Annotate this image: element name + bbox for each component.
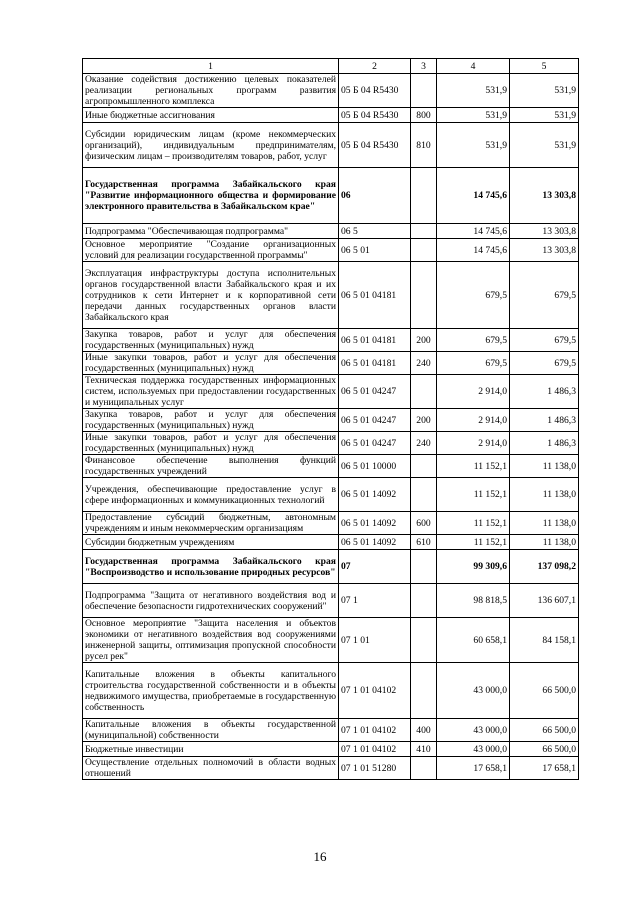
row-value-1-cell: 531,9 bbox=[437, 123, 510, 168]
table-header-row bbox=[83, 59, 579, 74]
row-value-1-cell: 11 152,1 bbox=[437, 455, 510, 478]
table-row bbox=[83, 535, 579, 550]
row-expense-type-cell bbox=[411, 74, 437, 108]
row-expense-type-cell bbox=[411, 478, 437, 512]
row-name-cell: Закупка товаров, работ и услуг для обеспечения государственных (муниципальных) нужд bbox=[83, 329, 339, 352]
row-value-2-cell: 13 303,8 bbox=[510, 224, 579, 239]
row-value-1-cell: 43 000,0 bbox=[437, 742, 510, 757]
table-row bbox=[83, 512, 579, 535]
row-code-cell: 07 1 bbox=[339, 584, 411, 618]
row-value-2-cell: 66 500,0 bbox=[510, 719, 579, 742]
row-code-cell: 06 5 bbox=[339, 224, 411, 239]
row-expense-type-cell bbox=[411, 375, 437, 409]
table-row bbox=[83, 432, 579, 455]
row-code-cell: 05 Б 04 R5430 bbox=[339, 123, 411, 168]
header-cell: 3 bbox=[411, 59, 437, 74]
row-name-cell: Капитальные вложения в объекты государственной (муниципальной) собственности bbox=[83, 719, 339, 742]
row-code-cell: 06 5 01 04247 bbox=[339, 409, 411, 432]
row-value-2-cell: 679,5 bbox=[510, 329, 579, 352]
row-code-cell: 07 1 01 04102 bbox=[339, 663, 411, 719]
row-value-1-cell: 11 152,1 bbox=[437, 512, 510, 535]
row-value-2-cell: 136 607,1 bbox=[510, 584, 579, 618]
row-value-1-cell: 2 914,0 bbox=[437, 432, 510, 455]
row-expense-type-cell: 240 bbox=[411, 432, 437, 455]
row-name-cell: Иные бюджетные ассигнования bbox=[83, 108, 339, 123]
row-expense-type-cell bbox=[411, 550, 437, 584]
row-code-cell: 06 bbox=[339, 168, 411, 224]
row-expense-type-cell: 400 bbox=[411, 719, 437, 742]
row-value-2-cell: 66 500,0 bbox=[510, 742, 579, 757]
row-value-1-cell: 11 152,1 bbox=[437, 535, 510, 550]
row-name-cell: Финансовое обеспечение выполнения функций государственных учреждений bbox=[83, 455, 339, 478]
table-row bbox=[83, 329, 579, 352]
row-value-1-cell: 43 000,0 bbox=[437, 719, 510, 742]
row-code-cell: 06 5 01 14092 bbox=[339, 535, 411, 550]
row-expense-type-cell: 600 bbox=[411, 512, 437, 535]
row-value-1-cell: 11 152,1 bbox=[437, 478, 510, 512]
row-expense-type-cell bbox=[411, 168, 437, 224]
table-row bbox=[83, 618, 579, 663]
row-expense-type-cell bbox=[411, 224, 437, 239]
table-row bbox=[83, 352, 579, 375]
row-value-2-cell: 679,5 bbox=[510, 352, 579, 375]
row-name-cell: Государственная программа Забайкальского края "Воспроизводство и использование природных ресурсов" bbox=[83, 550, 339, 584]
row-expense-type-cell bbox=[411, 455, 437, 478]
row-code-cell: 06 5 01 14092 bbox=[339, 512, 411, 535]
row-code-cell: 06 5 01 04247 bbox=[339, 432, 411, 455]
row-expense-type-cell bbox=[411, 618, 437, 663]
row-value-2-cell: 11 138,0 bbox=[510, 535, 579, 550]
row-code-cell: 07 1 01 bbox=[339, 618, 411, 663]
row-expense-type-cell: 200 bbox=[411, 329, 437, 352]
row-value-2-cell: 531,9 bbox=[510, 123, 579, 168]
row-value-1-cell: 14 745,6 bbox=[437, 239, 510, 262]
row-name-cell: Закупка товаров, работ и услуг для обеспечения государственных (муниципальных) нужд bbox=[83, 409, 339, 432]
row-code-cell: 07 1 01 04102 bbox=[339, 719, 411, 742]
row-expense-type-cell bbox=[411, 757, 437, 780]
row-code-cell: 06 5 01 14092 bbox=[339, 478, 411, 512]
row-code-cell: 07 bbox=[339, 550, 411, 584]
row-value-1-cell: 2 914,0 bbox=[437, 409, 510, 432]
row-value-2-cell: 13 303,8 bbox=[510, 239, 579, 262]
page-number: 16 bbox=[313, 849, 327, 864]
row-value-2-cell: 137 098,2 bbox=[510, 550, 579, 584]
table-row bbox=[83, 224, 579, 239]
row-code-cell: 06 5 01 04181 bbox=[339, 329, 411, 352]
row-value-1-cell: 17 658,1 bbox=[437, 757, 510, 780]
table-row bbox=[83, 375, 579, 409]
row-value-1-cell: 99 309,6 bbox=[437, 550, 510, 584]
row-name-cell: Эксплуатация инфраструктуры доступа исполнительных органов государственной власти Забайкальского края и их сотрудников к сети Интернет и к корпоративной сети передачи данных государственных органов власти Забайкальского края bbox=[83, 262, 339, 329]
row-value-1-cell: 98 818,5 bbox=[437, 584, 510, 618]
row-name-cell: Подпрограмма "Защита от негативного воздействия вод и обеспечение безопасности гидротехнических сооружений" bbox=[83, 584, 339, 618]
row-code-cell: 07 1 01 51280 bbox=[339, 757, 411, 780]
table-row bbox=[83, 757, 579, 780]
row-value-1-cell: 679,5 bbox=[437, 329, 510, 352]
row-name-cell: Техническая поддержка государственных информационных систем, используемых при предоставлении государственных и муниципальных услуг bbox=[83, 375, 339, 409]
table-row bbox=[83, 584, 579, 618]
header-cell: 1 bbox=[83, 59, 339, 74]
row-code-cell: 05 Б 04 R5430 bbox=[339, 108, 411, 123]
row-value-1-cell: 43 000,0 bbox=[437, 663, 510, 719]
row-value-2-cell: 11 138,0 bbox=[510, 478, 579, 512]
row-value-2-cell: 1 486,3 bbox=[510, 375, 579, 409]
row-value-1-cell: 531,9 bbox=[437, 74, 510, 108]
table-row bbox=[83, 168, 579, 224]
row-value-2-cell: 84 158,1 bbox=[510, 618, 579, 663]
row-expense-type-cell bbox=[411, 262, 437, 329]
row-expense-type-cell: 200 bbox=[411, 409, 437, 432]
row-value-1-cell: 14 745,6 bbox=[437, 224, 510, 239]
row-name-cell: Иные закупки товаров, работ и услуг для обеспечения государственных (муниципальных) нужд bbox=[83, 352, 339, 375]
row-name-cell: Учреждения, обеспечивающие предоставление услуг в сфере информационных и коммуникационных технологий bbox=[83, 478, 339, 512]
table-row bbox=[83, 239, 579, 262]
row-value-2-cell: 17 658,1 bbox=[510, 757, 579, 780]
row-name-cell: Бюджетные инвестиции bbox=[83, 742, 339, 757]
row-code-cell: 06 5 01 10000 bbox=[339, 455, 411, 478]
row-name-cell: Государственная программа Забайкальского края "Развитие информационного общества и формирование электронного правительства в Забайкальском крае" bbox=[83, 168, 339, 224]
row-code-cell: 06 5 01 04247 bbox=[339, 375, 411, 409]
row-code-cell: 06 5 01 bbox=[339, 239, 411, 262]
row-value-2-cell: 11 138,0 bbox=[510, 455, 579, 478]
table-row bbox=[83, 409, 579, 432]
row-value-2-cell: 531,9 bbox=[510, 74, 579, 108]
row-expense-type-cell: 240 bbox=[411, 352, 437, 375]
header-cell: 2 bbox=[339, 59, 411, 74]
row-code-cell: 06 5 01 04181 bbox=[339, 352, 411, 375]
row-value-1-cell: 2 914,0 bbox=[437, 375, 510, 409]
header-cell: 4 bbox=[437, 59, 510, 74]
header-cell: 5 bbox=[510, 59, 579, 74]
row-code-cell: 07 1 01 04102 bbox=[339, 742, 411, 757]
row-name-cell: Предоставление субсидий бюджетным, автономным учреждениям и иным некоммерческим организациям bbox=[83, 512, 339, 535]
row-value-2-cell: 679,5 bbox=[510, 262, 579, 329]
table-row bbox=[83, 478, 579, 512]
row-value-1-cell: 14 745,6 bbox=[437, 168, 510, 224]
row-expense-type-cell: 800 bbox=[411, 108, 437, 123]
row-expense-type-cell: 610 bbox=[411, 535, 437, 550]
row-expense-type-cell: 810 bbox=[411, 123, 437, 168]
row-name-cell: Оказание содействия достижению целевых показателей реализации региональных программ развития агропромышленного комплекса bbox=[83, 74, 339, 108]
row-name-cell: Капитальные вложения в объекты капитального строительства государственной собственности и в объекты недвижимого имущества, приобретаемые в государственную собственность bbox=[83, 663, 339, 719]
row-value-2-cell: 66 500,0 bbox=[510, 663, 579, 719]
row-value-2-cell: 13 303,8 bbox=[510, 168, 579, 224]
row-expense-type-cell bbox=[411, 663, 437, 719]
row-name-cell: Подпрограмма "Обеспечивающая подпрограмма" bbox=[83, 224, 339, 239]
table-row bbox=[83, 74, 579, 108]
row-value-1-cell: 60 658,1 bbox=[437, 618, 510, 663]
table-row bbox=[83, 108, 579, 123]
row-value-2-cell: 1 486,3 bbox=[510, 432, 579, 455]
row-name-cell: Субсидии юридическим лицам (кроме некоммерческих организаций), индивидуальным предпринимателям, физическим лицам – производителям товаров, работ, услуг bbox=[83, 123, 339, 168]
table-row bbox=[83, 719, 579, 742]
table-row bbox=[83, 663, 579, 719]
row-name-cell: Осуществление отдельных полномочий в области водных отношений bbox=[83, 757, 339, 780]
budget-table bbox=[82, 58, 579, 780]
row-value-1-cell: 679,5 bbox=[437, 352, 510, 375]
row-value-2-cell: 1 486,3 bbox=[510, 409, 579, 432]
row-name-cell: Основное мероприятие "Защита населения и объектов экономики от негативного воздействия вод сооружениями инженерной защиты, оптимизация пропускной способности русел рек" bbox=[83, 618, 339, 663]
row-code-cell: 05 Б 04 R5430 bbox=[339, 74, 411, 108]
table-row bbox=[83, 742, 579, 757]
table-row bbox=[83, 262, 579, 329]
table-row bbox=[83, 455, 579, 478]
row-expense-type-cell: 410 bbox=[411, 742, 437, 757]
row-name-cell: Субсидии бюджетным учреждениям bbox=[83, 535, 339, 550]
row-expense-type-cell bbox=[411, 239, 437, 262]
row-name-cell: Иные закупки товаров, работ и услуг для обеспечения государственных (муниципальных) нужд bbox=[83, 432, 339, 455]
row-value-1-cell: 531,9 bbox=[437, 108, 510, 123]
budget-table-body bbox=[83, 59, 579, 780]
row-value-2-cell: 11 138,0 bbox=[510, 512, 579, 535]
row-expense-type-cell bbox=[411, 584, 437, 618]
row-name-cell: Основное мероприятие "Создание организационных условий для реализации государственной программы" bbox=[83, 239, 339, 262]
table-row bbox=[83, 550, 579, 584]
row-value-1-cell: 679,5 bbox=[437, 262, 510, 329]
row-code-cell: 06 5 01 04181 bbox=[339, 262, 411, 329]
table-row bbox=[83, 123, 579, 168]
row-value-2-cell: 531,9 bbox=[510, 108, 579, 123]
